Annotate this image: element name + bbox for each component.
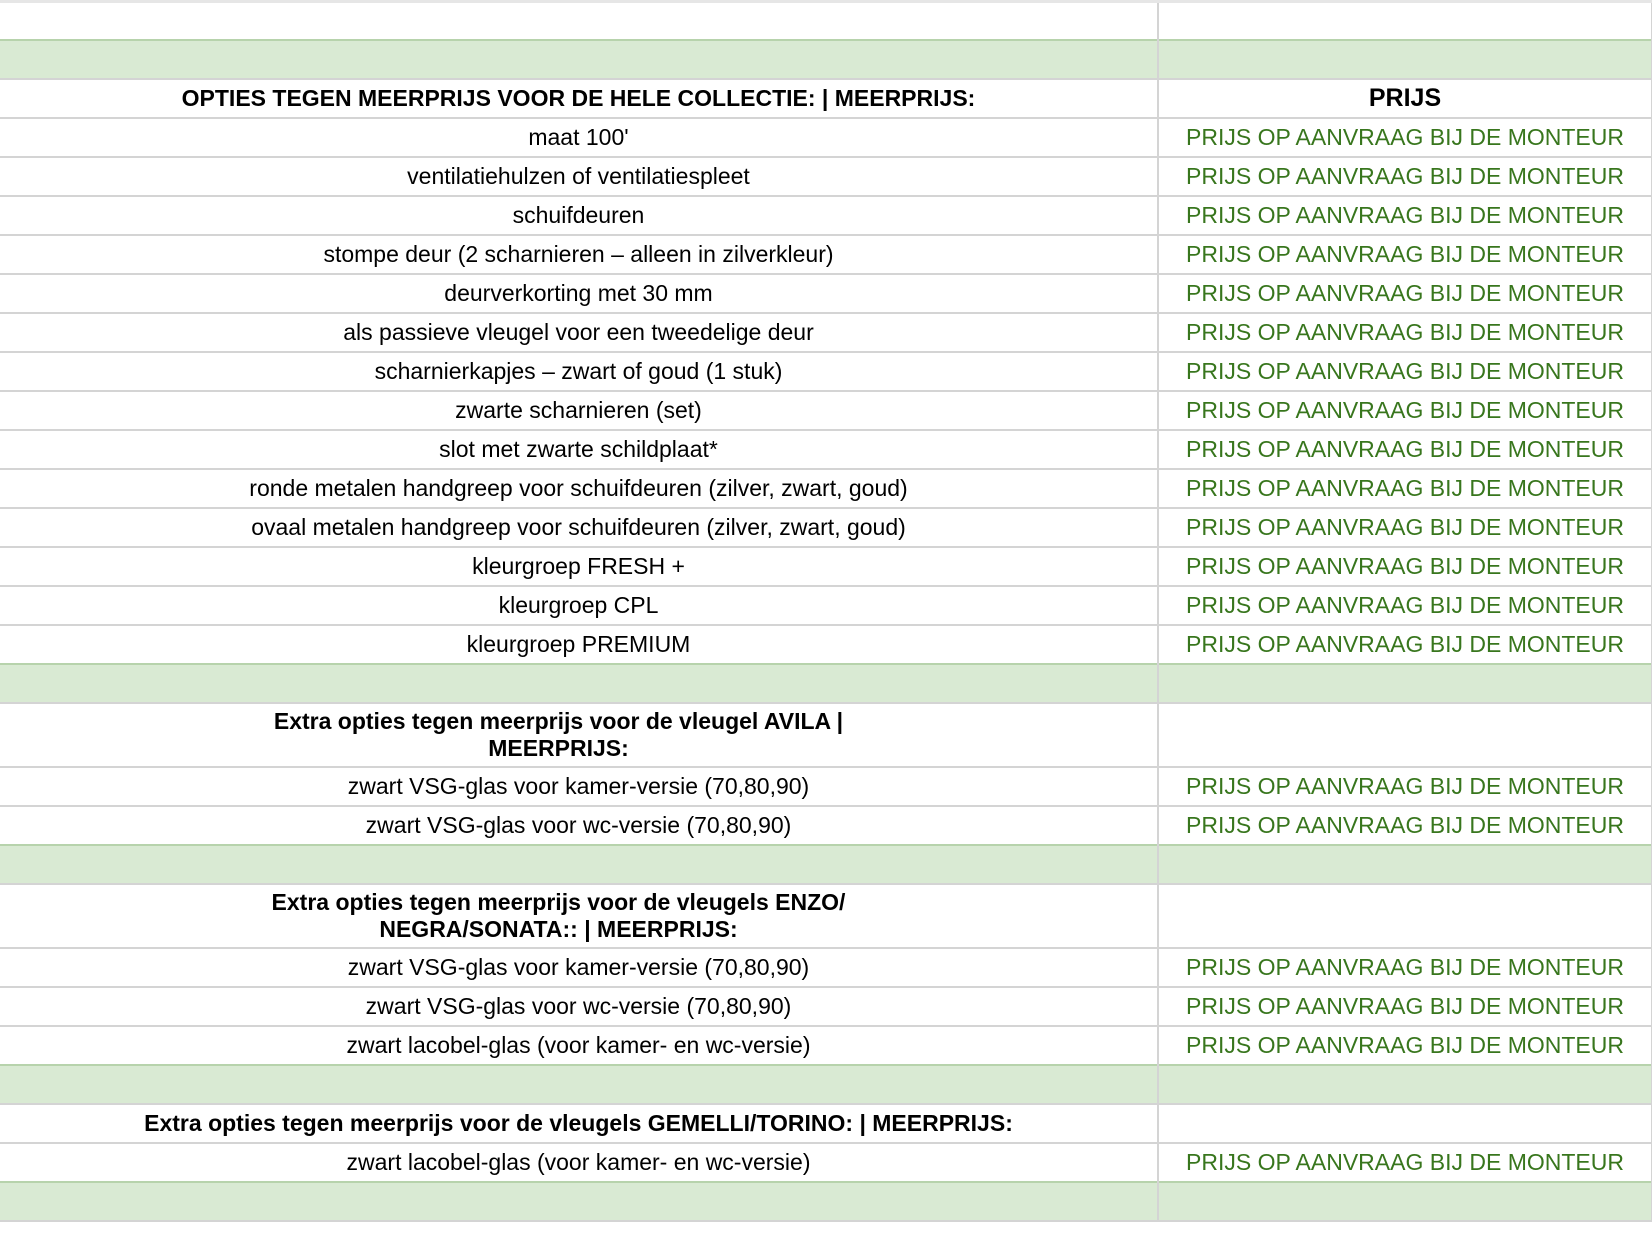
option-price-cell[interactable]: PRIJS OP AANVRAAG BIJ DE MONTEUR [1158, 352, 1652, 391]
option-row [0, 196, 1652, 235]
cell[interactable] [1158, 40, 1652, 79]
option-price-cell[interactable]: PRIJS OP AANVRAAG BIJ DE MONTEUR [1158, 806, 1652, 845]
option-price-cell[interactable]: PRIJS OP AANVRAAG BIJ DE MONTEUR [1158, 196, 1652, 235]
option-row [0, 469, 1652, 508]
option-row [0, 157, 1652, 196]
cell[interactable] [1158, 1104, 1652, 1143]
option-row [0, 313, 1652, 352]
option-row [0, 806, 1652, 845]
option-row [0, 118, 1652, 157]
option-label-cell[interactable]: kleurgroep FRESH + [0, 547, 1158, 586]
option-row [0, 547, 1652, 586]
section-header-row [0, 884, 1652, 948]
option-price-cell[interactable]: PRIJS OP AANVRAAG BIJ DE MONTEUR [1158, 625, 1652, 664]
separator-row [0, 1182, 1652, 1221]
cell[interactable] [1158, 664, 1652, 703]
option-row [0, 391, 1652, 430]
option-label-cell[interactable]: ventilatiehulzen of ventilatiespleet [0, 157, 1158, 196]
option-row [0, 235, 1652, 274]
option-label-cell[interactable]: ovaal metalen handgreep voor schuifdeuren (zilver, zwart, goud) [0, 508, 1158, 547]
option-price-cell[interactable]: PRIJS OP AANVRAAG BIJ DE MONTEUR [1158, 547, 1652, 586]
option-price-cell[interactable]: PRIJS OP AANVRAAG BIJ DE MONTEUR [1158, 235, 1652, 274]
cell[interactable] [1158, 1065, 1652, 1104]
separator-row [0, 40, 1652, 79]
option-label-cell[interactable]: maat 100' [0, 118, 1158, 157]
option-label-cell[interactable]: scharnierkapjes – zwart of goud (1 stuk) [0, 352, 1158, 391]
option-row [0, 352, 1652, 391]
cell[interactable] [0, 845, 1158, 884]
option-price-cell[interactable]: PRIJS OP AANVRAAG BIJ DE MONTEUR [1158, 157, 1652, 196]
option-row [0, 508, 1652, 547]
option-price-cell[interactable]: PRIJS OP AANVRAAG BIJ DE MONTEUR [1158, 767, 1652, 806]
option-price-cell[interactable]: PRIJS OP AANVRAAG BIJ DE MONTEUR [1158, 948, 1652, 987]
option-price-cell[interactable]: PRIJS OP AANVRAAG BIJ DE MONTEUR [1158, 118, 1652, 157]
option-price-cell[interactable]: PRIJS OP AANVRAAG BIJ DE MONTEUR [1158, 508, 1652, 547]
separator-row [0, 1065, 1652, 1104]
option-label-cell[interactable]: deurverkorting met 30 mm [0, 274, 1158, 313]
cell[interactable] [0, 2, 1158, 41]
cell[interactable] [0, 664, 1158, 703]
option-price-cell[interactable]: PRIJS OP AANVRAAG BIJ DE MONTEUR [1158, 586, 1652, 625]
option-label-cell[interactable]: zwart VSG-glas voor wc-versie (70,80,90) [0, 987, 1158, 1026]
option-price-cell[interactable]: PRIJS OP AANVRAAG BIJ DE MONTEUR [1158, 1143, 1652, 1182]
cell[interactable] [1158, 703, 1652, 767]
option-label-cell[interactable]: schuifdeuren [0, 196, 1158, 235]
option-row [0, 987, 1652, 1026]
section-header-row [0, 703, 1652, 767]
option-price-cell[interactable]: PRIJS OP AANVRAAG BIJ DE MONTEUR [1158, 313, 1652, 352]
header-row [0, 79, 1652, 118]
option-label-cell[interactable]: zwart VSG-glas voor kamer-versie (70,80,90) [0, 767, 1158, 806]
section-header-row [0, 1104, 1652, 1143]
cell[interactable] [1158, 2, 1652, 41]
cell[interactable] [0, 1182, 1158, 1221]
option-label-cell[interactable]: stompe deur (2 scharnieren – alleen in zilverkleur) [0, 235, 1158, 274]
option-label-cell[interactable]: zwart VSG-glas voor wc-versie (70,80,90) [0, 806, 1158, 845]
option-label-cell[interactable]: slot met zwarte schildplaat* [0, 430, 1158, 469]
option-price-cell[interactable]: PRIJS OP AANVRAAG BIJ DE MONTEUR [1158, 430, 1652, 469]
option-row [0, 1143, 1652, 1182]
cell[interactable] [1158, 884, 1652, 948]
enzo-section-title[interactable]: Extra opties tegen meerprijs voor de vleugels ENZO/ NEGRA/SONATA:: | MEERPRIJS: [0, 884, 1158, 948]
cell[interactable] [0, 1065, 1158, 1104]
option-label-cell[interactable]: zwarte scharnieren (set) [0, 391, 1158, 430]
option-label-cell[interactable]: ronde metalen handgreep voor schuifdeuren (zilver, zwart, goud) [0, 469, 1158, 508]
blank-row [0, 2, 1652, 41]
option-price-cell[interactable]: PRIJS OP AANVRAAG BIJ DE MONTEUR [1158, 1026, 1652, 1065]
option-label-cell[interactable]: kleurgroep CPL [0, 586, 1158, 625]
cell[interactable] [0, 40, 1158, 79]
option-row [0, 430, 1652, 469]
option-price-cell[interactable]: PRIJS OP AANVRAAG BIJ DE MONTEUR [1158, 469, 1652, 508]
option-label-cell[interactable]: als passieve vleugel voor een tweedelige deur [0, 313, 1158, 352]
option-row [0, 274, 1652, 313]
option-label-cell[interactable]: zwart lacobel-glas (voor kamer- en wc-versie) [0, 1143, 1158, 1182]
cell[interactable] [1158, 845, 1652, 884]
option-label-cell[interactable]: zwart VSG-glas voor kamer-versie (70,80,90) [0, 948, 1158, 987]
options-header-cell[interactable]: OPTIES TEGEN MEERPRIJS VOOR DE HELE COLLECTIE: | MEERPRIJS: [0, 79, 1158, 118]
option-row [0, 767, 1652, 806]
option-price-cell[interactable]: PRIJS OP AANVRAAG BIJ DE MONTEUR [1158, 987, 1652, 1026]
option-row [0, 948, 1652, 987]
price-header-cell[interactable]: PRIJS [1158, 79, 1652, 118]
option-price-cell[interactable]: PRIJS OP AANVRAAG BIJ DE MONTEUR [1158, 391, 1652, 430]
option-price-cell[interactable]: PRIJS OP AANVRAAG BIJ DE MONTEUR [1158, 274, 1652, 313]
option-label-cell[interactable]: kleurgroep PREMIUM [0, 625, 1158, 664]
option-row [0, 586, 1652, 625]
option-row [0, 1026, 1652, 1065]
option-row [0, 625, 1652, 664]
cell[interactable] [1158, 1182, 1652, 1221]
separator-row [0, 845, 1652, 884]
option-label-cell[interactable]: zwart lacobel-glas (voor kamer- en wc-versie) [0, 1026, 1158, 1065]
gemelli-section-title[interactable]: Extra opties tegen meerprijs voor de vleugels GEMELLI/TORINO: | MEERPRIJS: [0, 1104, 1158, 1143]
avila-section-title[interactable]: Extra opties tegen meerprijs voor de vleugel AVILA | MEERPRIJS: [0, 703, 1158, 767]
separator-row [0, 664, 1652, 703]
